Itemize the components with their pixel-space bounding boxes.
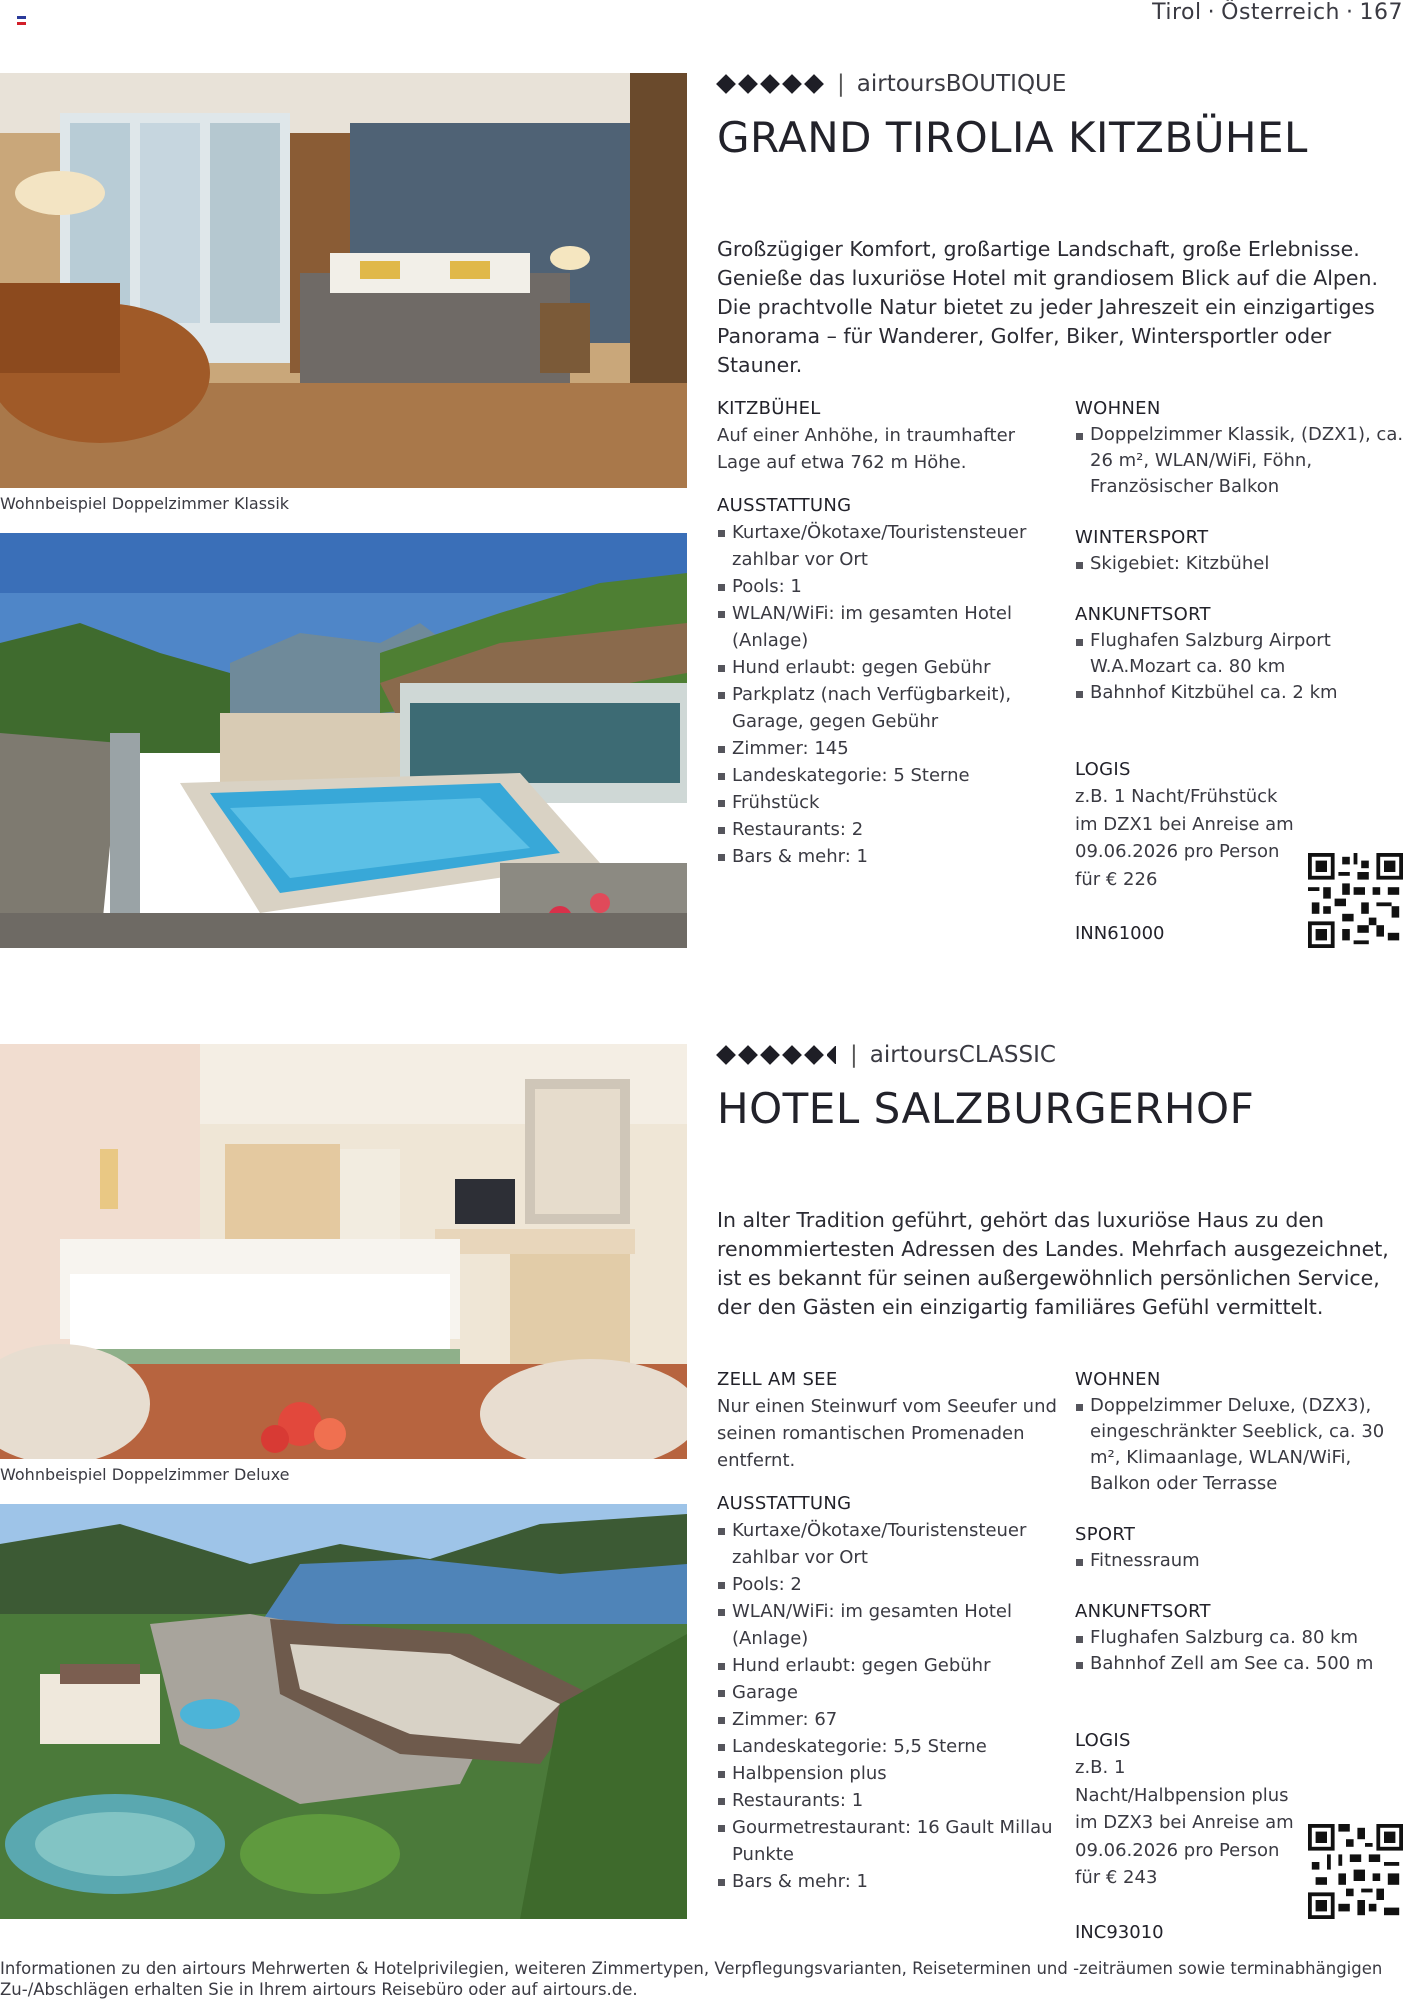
list-item: Parkplatz (nach Verfügbarkeit), Garage, gegen Gebühr	[717, 681, 1057, 735]
location-text: Nur einen Steinwurf vom Seeufer und seinen romantischen Promenaden entfernt.	[717, 1396, 1057, 1471]
booking-code: INN61000	[1075, 923, 1165, 944]
list-item: Zimmer: 67	[717, 1706, 1057, 1733]
logis-text: z.B. 1 Nacht/Halbpension plus im DZX3 bei Anreise am 09.06.2026 pro Person für € 243	[1075, 1757, 1294, 1888]
list-item: Doppelzimmer Klassik, (DZX1), ca. 26 m², WLAN/WiFi, Föhn, Französischer Balkon	[1075, 422, 1403, 500]
list-item: Landeskategorie: 5 Sterne	[717, 762, 1057, 789]
list-item: Garage	[717, 1679, 1057, 1706]
list-item: Fitnessraum	[1075, 1548, 1403, 1574]
list-item: Kurtaxe/Ökotaxe/Touristensteuer zahlbar vor Ort	[717, 1517, 1057, 1571]
list-item: Bars & mehr: 1	[717, 843, 1057, 870]
brand-label: airtoursBOUTIQUE	[856, 71, 1067, 97]
arrival-section	[1075, 601, 1403, 706]
page-number: 167	[1359, 0, 1403, 25]
star-icon	[760, 74, 780, 94]
list-item: Frühstück	[717, 789, 1057, 816]
star-icon	[782, 1045, 802, 1065]
list-item: Doppelzimmer Deluxe, (DZX3), eingeschränkter Seeblick, ca. 30 m², Klimaanlage, WLAN/WiFi, Balkon oder Terrasse	[1075, 1393, 1403, 1497]
left-column	[717, 1366, 1057, 1909]
half-star-icon	[827, 1046, 836, 1064]
list-item: Bahnhof Zell am See ca. 500 m	[1075, 1651, 1403, 1677]
left-column	[717, 395, 1057, 884]
amenities-section	[717, 492, 1057, 870]
list-item: WLAN/WiFi: im gesamten Hotel (Anlage)	[717, 1598, 1057, 1652]
arrival-title: ANKUNFTSORT	[1075, 1601, 1211, 1622]
amenities-list	[717, 1517, 1057, 1895]
pool-photo	[0, 533, 687, 948]
flag-icon	[17, 16, 26, 25]
hotel-intro: Großzügiger Komfort, großartige Landschaft, große Erlebnisse. Genieße das luxuriöse Hotel mit grandiosem Blick auf die Alpen. Die prachtvolle Natur bietet zu jeder Jahreszeit ein einzigartiges Panorama – für Wanderer, Golfer, Biker, Wintersportler oder Stauner.	[717, 237, 1379, 377]
star-icon	[760, 1045, 780, 1065]
amenities-title: AUSSTATTUNG	[717, 1493, 852, 1514]
star-icon	[716, 74, 736, 94]
star-icon	[738, 1045, 758, 1065]
list-item: WLAN/WiFi: im gesamten Hotel (Anlage)	[717, 600, 1057, 654]
hotel-title: HOTEL SALZBURGERHOF	[717, 1084, 1255, 1133]
qr-code[interactable]	[1308, 853, 1403, 948]
amenities-section	[717, 1490, 1057, 1895]
amenities-list	[717, 519, 1057, 870]
star-icon	[716, 1045, 736, 1065]
list-item: Pools: 2	[717, 1571, 1057, 1598]
list-item: Hund erlaubt: gegen Gebühr	[717, 654, 1057, 681]
list-item: Restaurants: 2	[717, 816, 1057, 843]
list-item: Halbpension plus	[717, 1760, 1057, 1787]
photo-caption: Wohnbeispiel Doppelzimmer Deluxe	[0, 1465, 290, 1484]
footer-note: Informationen zu den airtours Mehrwerten & Hotelprivilegien, weiteren Zimmertypen, Verpflegungsvarianten, Reiseterminen und -zeiträumen sowie terminabhängigen Zu-/Abschlägen erhalten Sie in Ihrem airtours Reisebüro oder auf airtours.de.	[0, 1959, 1383, 1999]
location-title: ZELL AM SEE	[717, 1369, 838, 1390]
logis-text: z.B. 1 Nacht/Frühstück im DZX1 bei Anreise am 09.06.2026 pro Person für € 226	[1075, 786, 1294, 890]
country-label: Österreich	[1221, 0, 1340, 25]
star-rating	[717, 75, 823, 93]
hotel-intro: In alter Tradition geführt, gehört das luxuriöse Haus zu den renommiertesten Adressen des Landes. Mehrfach ausgezeichnet, ist es bekannt für seinen außergewöhnlich persönlichen Service, der den Gästen ein einzigartig familiäres Gefühl vermittelt.	[717, 1208, 1389, 1319]
list-item: Gourmetrestaurant: 16 Gault Millau Punkte	[717, 1814, 1057, 1868]
list-item: Kurtaxe/Ökotaxe/Touristensteuer zahlbar vor Ort	[717, 519, 1057, 573]
rating-row	[717, 1044, 1403, 1066]
star-icon	[804, 74, 824, 94]
amenities-title: AUSSTATTUNG	[717, 495, 852, 516]
list-item: Hund erlaubt: gegen Gebühr	[717, 1652, 1057, 1679]
living-section	[1075, 395, 1403, 500]
living-title: WOHNEN	[1075, 398, 1161, 419]
page-header: Tirol · Österreich · 167	[1152, 0, 1403, 25]
star-icon	[738, 74, 758, 94]
hotel-title: GRAND TIROLIA KITZBÜHEL	[717, 113, 1308, 162]
logis-title: LOGIS	[1075, 759, 1131, 780]
list-item: Restaurants: 1	[717, 1787, 1057, 1814]
list-item: Flughafen Salzburg ca. 80 km	[1075, 1625, 1403, 1651]
living-title: WOHNEN	[1075, 1369, 1161, 1390]
star-icon	[782, 74, 802, 94]
booking-code: INC93010	[1075, 1921, 1164, 1943]
hotel-info	[717, 1042, 1403, 1943]
list-item: Skigebiet: Kitzbühel	[1075, 551, 1403, 577]
star-rating	[717, 1046, 836, 1064]
photo-caption: Wohnbeispiel Doppelzimmer Klassik	[0, 494, 290, 513]
star-icon	[804, 1045, 824, 1065]
location-title: KITZBÜHEL	[717, 398, 821, 419]
sport-section	[1075, 1521, 1403, 1574]
living-section	[1075, 1366, 1403, 1497]
sport-title: SPORT	[1075, 1524, 1136, 1545]
list-item: Zimmer: 145	[717, 735, 1057, 762]
list-item: Bars & mehr: 1	[717, 1868, 1057, 1895]
divider: |	[850, 1042, 858, 1068]
hotel-info	[717, 71, 1403, 944]
location-section	[717, 1366, 1057, 1474]
list-item: Flughafen Salzburg Airport W.A.Mozart ca. 80 km	[1075, 628, 1403, 680]
sport-section	[1075, 524, 1403, 577]
sport-title: WINTERSPORT	[1075, 527, 1209, 548]
region-label: Tirol	[1152, 0, 1202, 25]
room-photo	[0, 1044, 687, 1459]
list-item: Bahnhof Kitzbühel ca. 2 km	[1075, 680, 1403, 706]
aerial-photo	[0, 1504, 687, 1919]
brand-label: airtoursCLASSIC	[869, 1042, 1056, 1068]
list-item: Landeskategorie: 5,5 Sterne	[717, 1733, 1057, 1760]
location-text: Auf einer Anhöhe, in traumhafter Lage auf etwa 762 m Höhe.	[717, 425, 1016, 473]
qr-code[interactable]	[1308, 1824, 1403, 1919]
logis-title: LOGIS	[1075, 1730, 1131, 1751]
arrival-title: ANKUNFTSORT	[1075, 604, 1211, 625]
divider: |	[837, 71, 845, 97]
location-section	[717, 395, 1057, 476]
list-item: Pools: 1	[717, 573, 1057, 600]
rating-row	[717, 73, 1403, 95]
room-photo	[0, 73, 687, 488]
arrival-section	[1075, 1598, 1403, 1677]
